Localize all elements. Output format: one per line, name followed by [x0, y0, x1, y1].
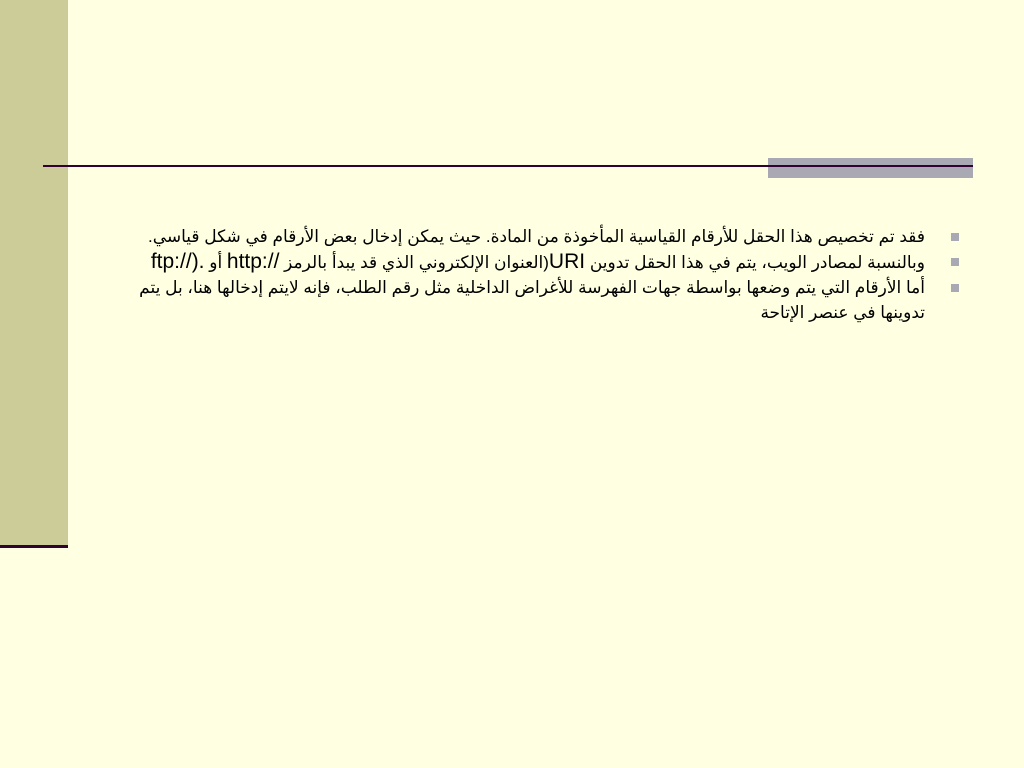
bullet-list — [100, 224, 965, 325]
bullet-item-3 — [100, 275, 965, 325]
accent-block — [768, 158, 973, 178]
uri-term: URI — [548, 250, 586, 273]
bullet-text: فقد تم تخصيص هذا الحقل للأرقام القياسية المأخوذة من المادة. حيث يمكن إدخال بعض الأرقام في شكل قياسي. — [147, 227, 925, 246]
title-divider — [43, 165, 973, 167]
square-bullet-icon — [951, 233, 959, 241]
left-bar-underline — [0, 545, 68, 548]
bullet-text: أما الأرقام التي يتم وضعها بواسطة جهات الفهرسة للأغراض الداخلية مثل رقم الطلب، فإنه لايتم إدخالها هنا، بل يتم تدوينها في عنصر الإتاحة — [139, 278, 925, 322]
bullet-item-1 — [100, 224, 965, 249]
bullet-text-part: (العنوان الإلكتروني الذي قد يبدأ بالرمز — [279, 253, 549, 272]
bullet-text-part: وبالنسبة لمصادر الويب، يتم في هذا الحقل تدوين — [585, 253, 925, 272]
bullet-text-part: أو — [204, 253, 227, 272]
left-decorative-bar — [0, 0, 68, 545]
ftp-term: ftp:// — [150, 250, 192, 273]
bullet-item-2 — [100, 249, 965, 275]
square-bullet-icon — [951, 284, 959, 292]
square-bullet-icon — [951, 258, 959, 266]
http-term: http:// — [226, 250, 280, 273]
bullet-text-part: ). — [191, 250, 205, 273]
